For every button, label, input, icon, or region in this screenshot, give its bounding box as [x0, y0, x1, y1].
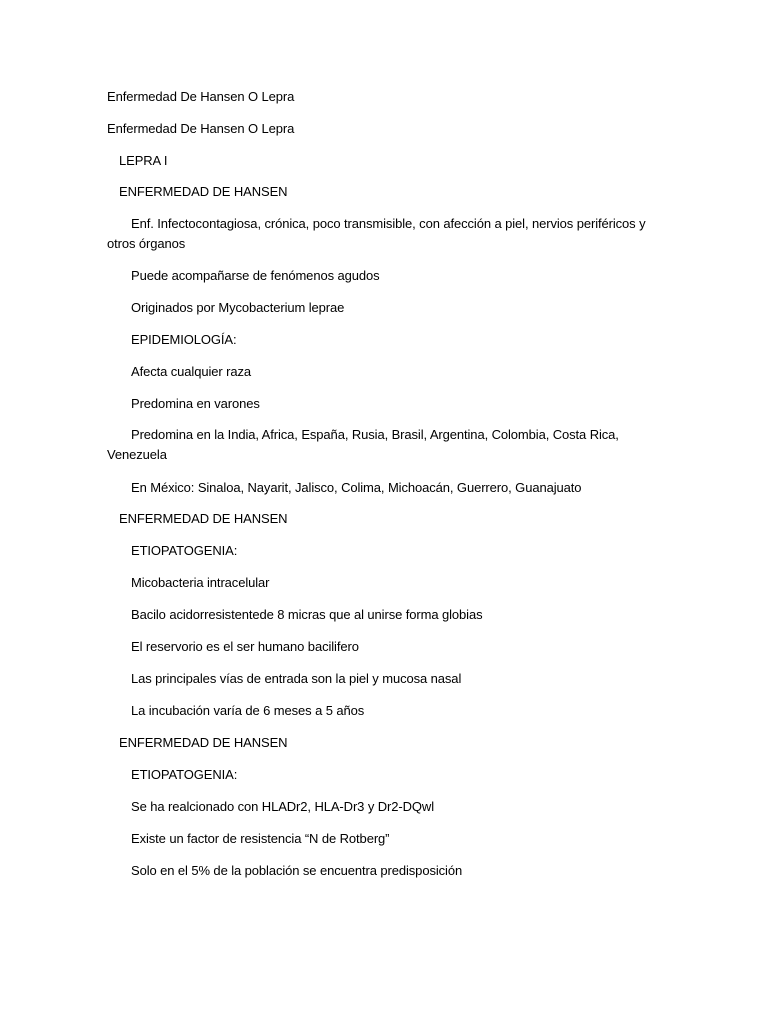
section-heading: ENFERMEDAD DE HANSEN [119, 511, 288, 526]
paragraph: Existe un factor de resistencia “N de Rotberg” [131, 831, 390, 846]
paragraph: La incubación varía de 6 meses a 5 años [131, 703, 365, 718]
paragraph: Afecta cualquier raza [131, 364, 252, 379]
definition-paragraph: Enf. Infectocontagiosa, crónica, poco transmisible, con afección a piel, nervios periféricos y otros órganos [107, 216, 646, 251]
paragraph: Originados por Mycobacterium leprae [131, 300, 345, 315]
epidemiology-heading: EPIDEMIOLOGÍA: [131, 332, 237, 347]
section-heading: ENFERMEDAD DE HANSEN [119, 735, 288, 750]
document-subtitle: Enfermedad De Hansen O Lepra [107, 121, 295, 136]
paragraph: Las principales vías de entrada son la piel y mucosa nasal [131, 671, 462, 686]
section-heading: ENFERMEDAD DE HANSEN [119, 184, 288, 199]
etiopathogenesis-heading: ETIOPATOGENIA: [131, 543, 238, 558]
paragraph: Predomina en la India, Africa, España, Rusia, Brasil, Argentina, Colombia, Costa Rica, Venezuela [107, 427, 619, 462]
paragraph: Puede acompañarse de fenómenos agudos [131, 268, 380, 283]
paragraph: Micobacteria intracelular [131, 575, 270, 590]
paragraph: El reservorio es el ser humano bacilifero [131, 639, 359, 654]
etiopathogenesis-heading: ETIOPATOGENIA: [131, 767, 238, 782]
paragraph: Solo en el 5% de la población se encuentra predisposición [131, 863, 463, 878]
document-title: Enfermedad De Hansen O Lepra [107, 89, 295, 104]
paragraph: Predomina en varones [131, 396, 260, 411]
paragraph: En México: Sinaloa, Nayarit, Jalisco, Colima, Michoacán, Guerrero, Guanajuato [131, 480, 582, 495]
heading-lepra: LEPRA I [119, 153, 168, 168]
paragraph: Se ha realcionado con HLADr2, HLA-Dr3 y Dr2-DQwl [131, 799, 434, 814]
paragraph: Bacilo acidorresistentede 8 micras que al unirse forma globias [131, 607, 483, 622]
